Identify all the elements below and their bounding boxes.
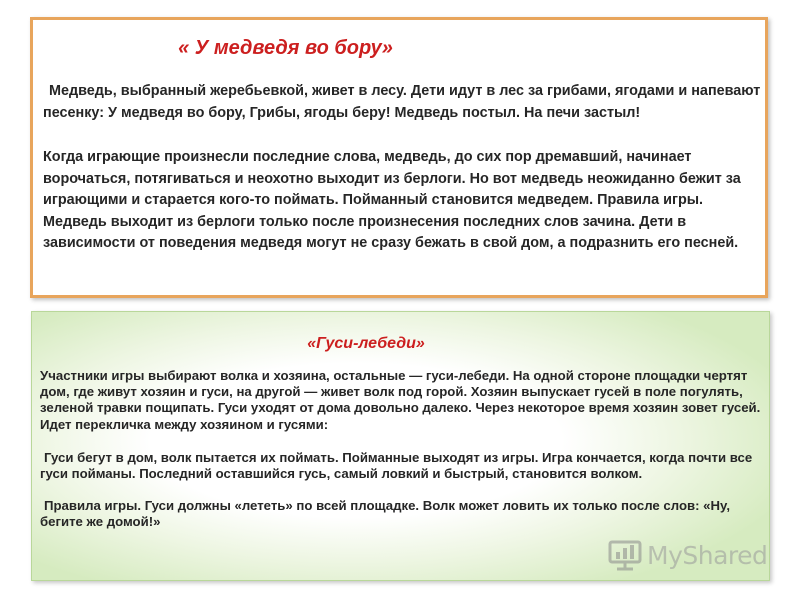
myshared-logo-icon <box>607 539 643 571</box>
myshared-watermark <box>607 538 767 572</box>
geese-game-paragraph-1: Участники игры выбирают волка и хозяина, остальные — гуси-лебеди. На одной стороне площадки чертят дом, где живут хозяин и гуси, на другой — живет волк под горой. Хозяин выпускает гусей в поле погулять, зеленой травки пощипать. Гуси уходят от дома довольно далеко. Через некоторое время хозяин зовет гусей. Идет перекличка между хозяином и гусями: <box>40 368 761 432</box>
geese-game-paragraph-2: Гуси бегут в дом, волк пытается их поймать. Пойманные выходят из игры. Игра кончается, когда почти все гуси пойманы. Последний оставшийся гусь, самый ловкий и быстрый, становится волком. <box>40 450 753 482</box>
bear-game-title: « У медведя во бору» <box>178 37 393 59</box>
geese-game-paragraph-3: Правила игры. Гуси должны «лететь» по всей площадке. Волк может ловить их только после слов: «Ну, бегите же домой!» <box>40 498 731 530</box>
geese-game-title: «Гуси-лебеди» <box>307 335 425 352</box>
bear-game-card <box>30 17 768 298</box>
bear-game-paragraph-1: Медведь, выбранный жеребьевкой, живет в лесу. Дети идут в лес за грибами, ягодами и напевают песенку: У медведя во бору, Грибы, ягоды беру! Медведь постыл. На печи застыл! <box>43 83 761 121</box>
bear-game-paragraph-2: Когда играющие произнесли последние слова, медведь, до сих пор дремавший, начинает ворочаться, потягиваться и неохотно выходит из берлоги. Но вот медведь неожиданно бежит за играющими и старается кого-то поймать. Пойманный становится медведем. Правила игры. Медведь выходит из берлоги только после произнесения последних слов зачина. Дети в зависимости от поведения медведя могут не сразу бежать в свой дом, а подразнить его песней. <box>43 149 741 251</box>
watermark-text: MyShared <box>647 540 768 570</box>
